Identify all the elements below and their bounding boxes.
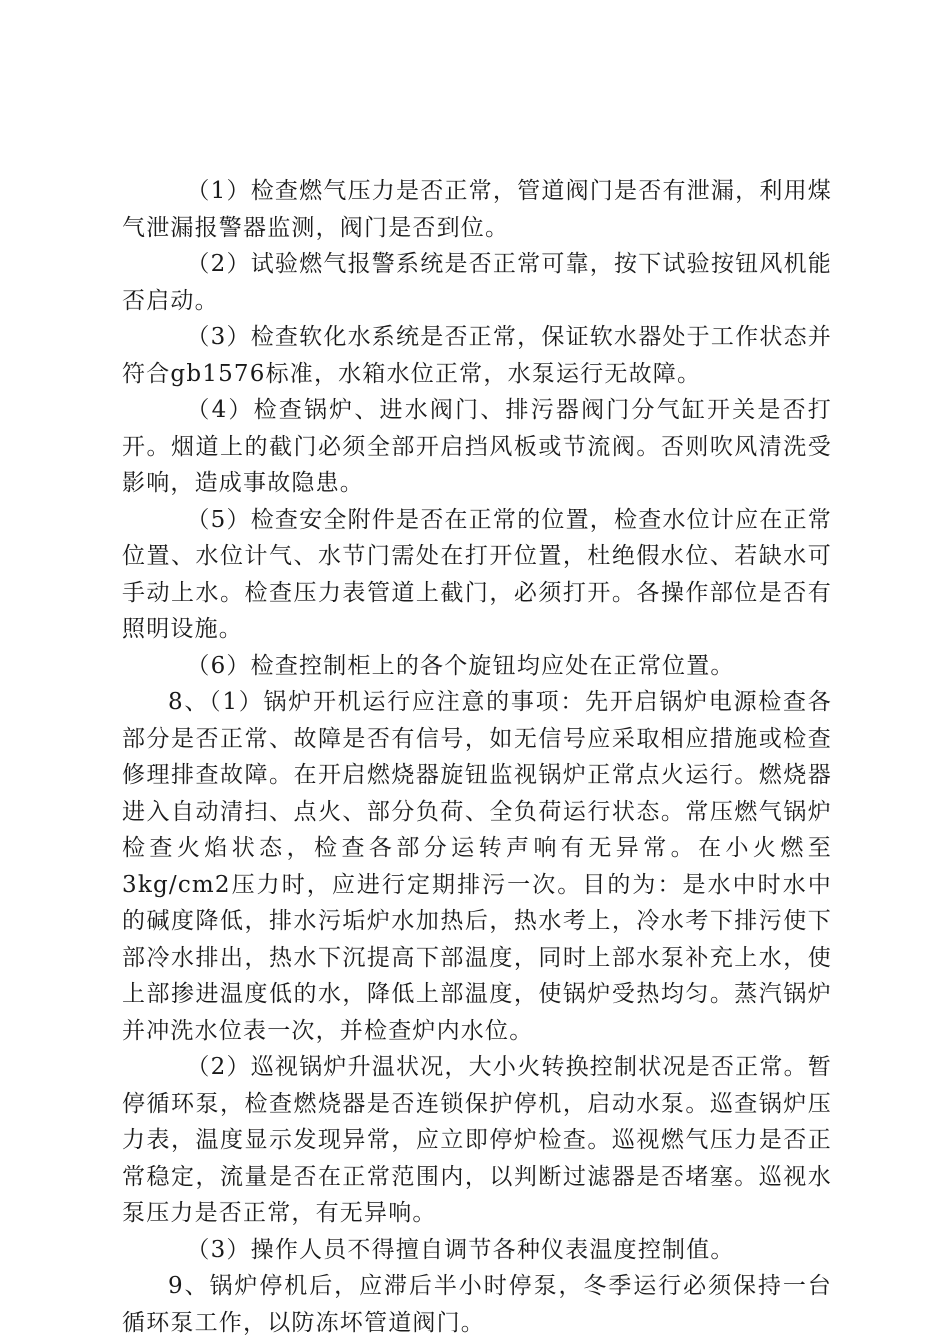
paragraph-8: （2）巡视锅炉升温状况，大小火转换控制状况是否正常。暂停循环泵，检查燃烧器是否连锁保护停机，启动水泵。巡查锅炉压力表，温度显示发现异常，应立即停炉检查。巡视燃气压力是否正常稳定，流量是否在正常范围内，以判断过滤器是否堵塞。巡视水泵压力是否正常，有无异响。	[122, 1054, 832, 1226]
paragraph-10: 9、锅炉停机后，应滞后半小时停泵，冬季运行必须保持一台循环泵工作，以防冻坏管道阀门。	[122, 1273, 832, 1336]
paragraph-5: （5）检查安全附件是否在正常的位置，检查水位计应在正常位置、水位计气、水节门需处在打开位置，杜绝假水位、若缺水可手动上水。检查压力表管道上截门，必须打开。各操作部位是否有照明设施。	[122, 506, 832, 642]
document-body	[122, 173, 832, 1341]
paragraph-2: （2）试验燃气报警系统是否正常可靠，按下试验按钮风机能否启动。	[122, 251, 832, 314]
paragraph-4: （4）检查锅炉、进水阀门、排污器阀门分气缸开关是否打开。烟道上的截门必须全部开启挡风板或节流阀。否则吹风清洗受影响，造成事故隐患。	[122, 397, 832, 496]
paragraph-6: （6）检查控制柜上的各个旋钮均应处在正常位置。	[186, 652, 735, 679]
paragraph-7: 8、（1）锅炉开机运行应注意的事项：先开启锅炉电源检查各部分是否正常、故障是否有信号，如无信号应采取相应措施或检查修理排查故障。在开启燃烧器旋钮监视锅炉正常点火运行。燃烧器进入自动清扫、点火、部分负荷、全负荷运行状态。常压燃气锅炉检查火焰状态，检查各部分运转声响有无异常。在小火燃至3kg/cm2压力时，应进行定期排污一次。目的为：是水中时水中的碱度降低，排水污垢炉水加热后，热水考上，冷水考下排污使下部冷水排出，热水下沉提高下部温度，同时上部水泵补充上水，使上部掺进温度低的水，降低上部温度，使锅炉受热均匀。蒸汽锅炉并冲洗水位表一次，并检查炉内水位。	[122, 689, 832, 1044]
paragraph-3: （3）检查软化水系统是否正常，保证软水器处于工作状态并符合gb1576标准，水箱水位正常，水泵运行无故障。	[122, 324, 832, 387]
paragraph-1: （1）检查燃气压力是否正常，管道阀门是否有泄漏，利用煤气泄漏报警器监测，阀门是否到位。	[122, 178, 832, 241]
paragraph-9: （3）操作人员不得擅自调节各种仪表温度控制值。	[186, 1236, 735, 1263]
